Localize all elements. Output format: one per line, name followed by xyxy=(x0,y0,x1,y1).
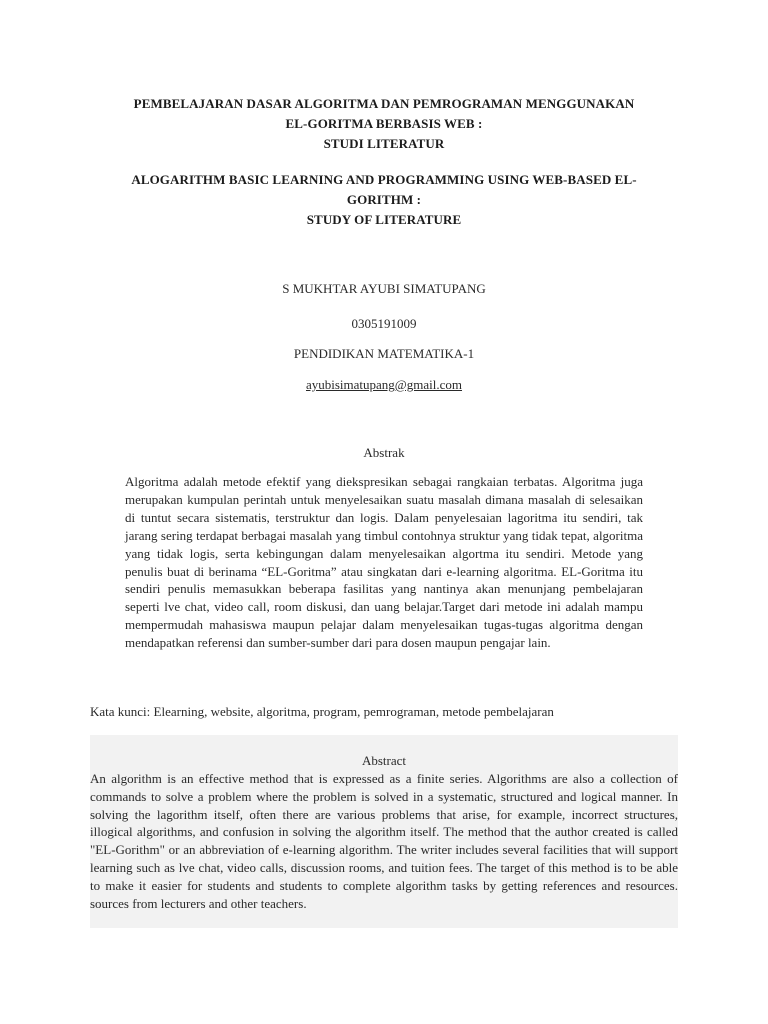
title-en-line-2: GORITHM : xyxy=(346,192,422,207)
author-student-id: 0305191009 xyxy=(351,316,417,331)
title-en-line-1: ALOGARITHM BASIC LEARNING AND PROGRAMMING USING WEB-BASED EL- xyxy=(131,172,637,187)
author-program: PENDIDIKAN MATEMATIKA-1 xyxy=(293,346,475,361)
keywords: Kata kunci: Elearning, website, algoritma, program, pemrograman, metode pembelajaran xyxy=(90,704,554,719)
title-id-line-3: STUDI LITERATUR xyxy=(323,136,445,151)
author-name: S MUKHTAR AYUBI SIMATUPANG xyxy=(282,281,486,296)
abstract-heading: Abstract xyxy=(361,753,407,768)
abstract-body: An algorithm is an effective method that is expressed as a finite series. Algorithms are also a collection of commands to solve a problem where the problem is solved in a systematic, structured and logical manner. In solving the lagorithm itself, often there are various problems that arise, for example, incorrect structures, illogical algorithms, and confusion in solving the algorithm itself. The method that the author created is called "EL-Gorithm" or an abbreviation of e-learning algorithm. The writer includes several facilities that will support learning such as lve chat, video calls, discussion rooms, and tuition fees. The target of this method is to be able to make it easier for students and students to complete algorithm tasks by getting references and resources. sources from lecturers and other teachers. xyxy=(90,771,678,911)
title-id-line-2: EL-GORITMA BERBASIS WEB : xyxy=(285,116,483,131)
abstract-section xyxy=(90,735,678,928)
author-email-link[interactable]: ayubisimatupang@gmail.com xyxy=(305,377,463,392)
title-en-line-3: STUDY OF LITERATURE xyxy=(306,212,462,227)
abstrak-body: Algoritma adalah metode efektif yang diekspresikan sebagai rangkaian terbatas. Algoritma juga merupakan kumpulan perintah untuk menyelesaikan suatu masalah dimana masalah di selesaikan di tuntut secara sistematis, terstruktur dan logis. Dalam penyelesaian lagoritma itu sendiri, tak jarang sering terdapat berbagai masalah yang timbul contohnya struktur yang tidak tepat, algoritma yang tidak logis, serta kebingungan dalam menyelesaikan algortma itu sendiri. Metode yang penulis buat di berinama “EL-Goritma” atau singkatan dari e-learning algoritma. EL-Goritma itu sendiri penulis memasukkan beberapa fasilitas yang nantinya akan menunjang pembelajaran seperti lve chat, video call, room diskusi, dan uang belajar.Target dari metode ini adalah mampu mempermudah mahasiswa maupun pelajar dalam menyelesaikan tugas-tugas algoritma dengan mendapatkan referensi dan sumber-sumber dari para dosen maupun pengajar lain. xyxy=(125,474,643,651)
title-id-line-1: PEMBELAJARAN DASAR ALGORITMA DAN PEMROGRAMAN MENGGUNAKAN xyxy=(133,96,635,111)
abstrak-heading: Abstrak xyxy=(363,445,405,460)
title-english xyxy=(60,170,708,230)
title-indonesian xyxy=(60,94,708,154)
